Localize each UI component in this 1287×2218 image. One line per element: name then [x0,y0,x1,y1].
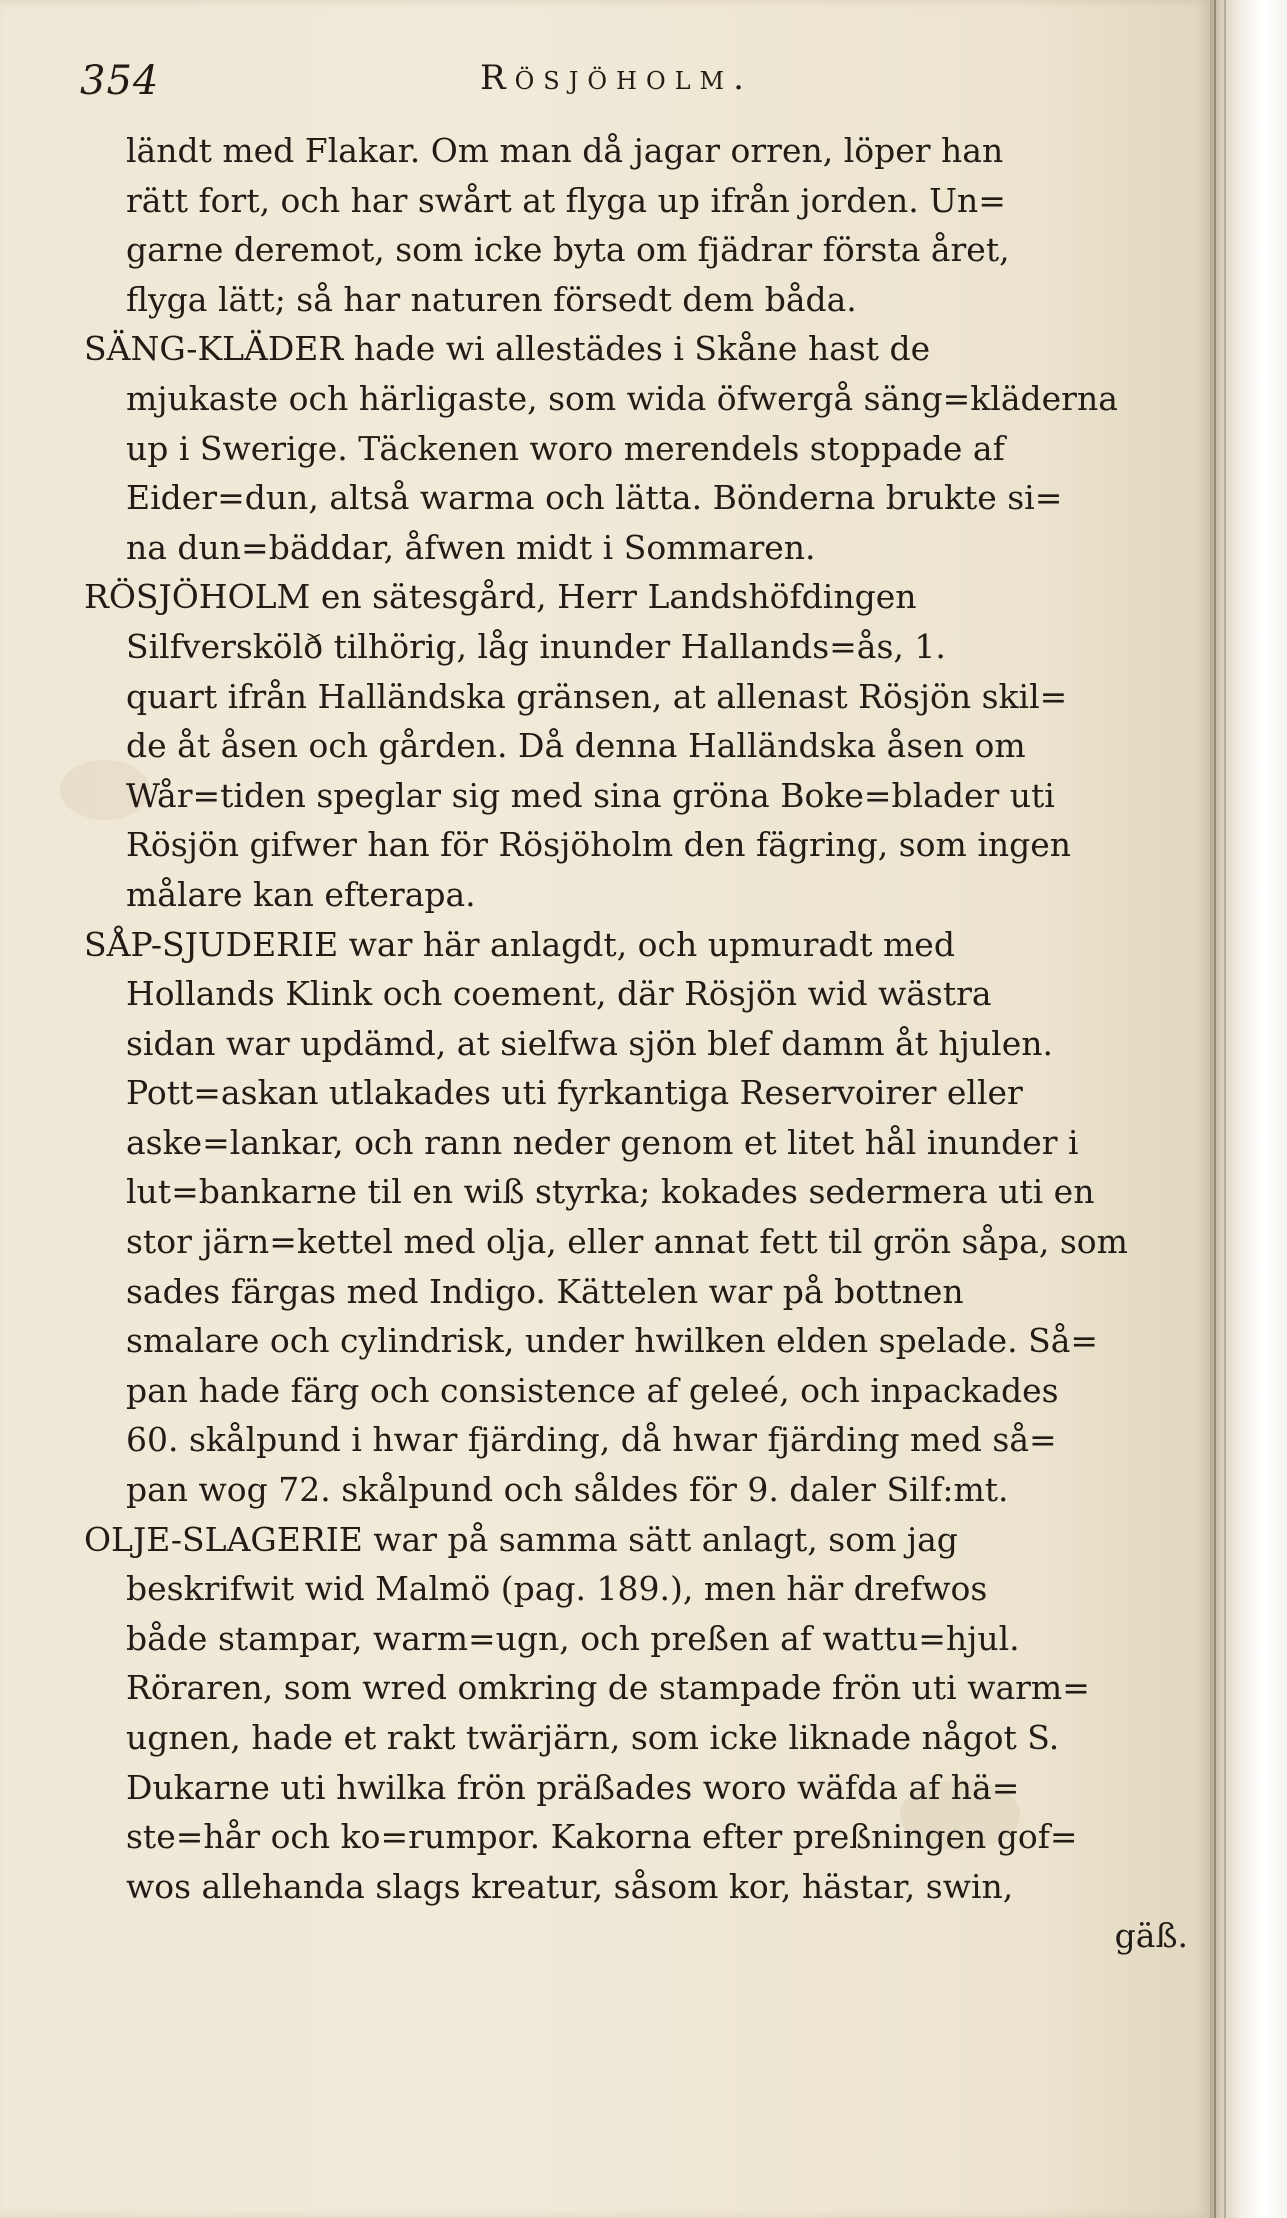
catchword: gäß. [1114,1916,1188,1956]
text-line: OLJE-SLAGERIE war på samma sätt anlagt, som jag [84,1519,958,1559]
text-line: Pott=askan utlakades uti fyrkantiga Reservoirer eller [126,1073,1023,1113]
text-line: rätt fort, och har swårt at flyga up ifrån jorden. Un= [126,180,1006,220]
text-line: pan hade färg och consistence af geleé, och inpackades [126,1370,1059,1410]
text-line: Rösjön gifwer han för Rösjöholm den fägring, som ingen [126,825,1072,865]
page-body [84,126,1202,1961]
text-line: Silfverskölð tilhörig, låg inunder Hallands=ås, 1. [126,626,946,666]
text-line: Eider=dun, altså warma och lätta. Bönderna brukte si= [126,478,1063,518]
text-line: aske=lankar, och rann neder genom et litet hål inunder i [126,1122,1079,1162]
text-line: beskrifwit wid Malmö (pag. 189.), men här drefwos [126,1569,988,1609]
running-title: Rösjöholm. [480,58,753,98]
page-edge-line [1214,0,1216,2218]
text-line: pan wog 72. skålpund och såldes för 9. daler Silf:mt. [126,1470,1009,1510]
text-line: Hollands Klink och coement, där Rösjön wid wästra [126,974,992,1014]
text-line: Röraren, som wred omkring de stampade frön uti warm= [126,1668,1090,1708]
text-line: SÅP-SJUDERIE war här anlagdt, och upmuradt med [84,924,955,964]
text-line: mjukaste och härligaste, som wida öfwergå säng=kläderna [126,378,1118,418]
text-line: ländt med Flakar. Om man då jagar orren, löper han [126,131,1004,170]
text-line: sades färgas med Indigo. Kättelen war på bottnen [126,1271,964,1311]
book-spine [1210,0,1287,2218]
page-edge-line [1224,0,1226,2218]
text-line: sidan war updämd, at sielfwa sjön blef damm åt hjulen. [126,1023,1053,1063]
text-line: Dukarne uti hwilka frön präßades woro wäfda af hä= [126,1767,1020,1807]
text-line: up i Swerige. Täckenen woro merendels stoppade af [126,428,1005,468]
text-line: Wår=tiden speglar sig med sina gröna Boke=blader uti [126,775,1055,815]
text-line: både stampar, warm=ugn, och preßen af wattu=hjul. [126,1618,1020,1658]
text-line: garne deremot, som icke byta om fjädrar första året, [126,230,1010,270]
page-number: 354 [80,58,160,104]
text-line: na dun=bäddar, åfwen midt i Sommaren. [126,527,816,567]
text-line: SÄNG-KLÄDER hade wi allestädes i Skåne hast de [84,329,931,369]
text-line: de åt åsen och gården. Då denna Halländska åsen om [126,726,1026,766]
text-line: stor järn=kettel med olja, eller annat fett til grön såpa, som [126,1222,1128,1262]
text-line: smalare och cylindrisk, under hwilken elden spelade. Så= [126,1321,1099,1361]
text-line: wos allehanda slags kreatur, såsom kor, hästar, swin, [126,1866,1014,1906]
text-line: RÖSJÖHOLM en sätesgård, Herr Landshöfdingen [84,577,917,617]
page-header [80,58,1190,108]
text-line: ugnen, hade et rakt twärjärn, som icke liknade något S. [126,1718,1060,1757]
text-line: lut=bankarne til en wiß styrka; kokades sedermera uti en [126,1172,1095,1212]
text-line: 60. skålpund i hwar fjärding, då hwar fjärding med så= [126,1420,1057,1460]
text-line: quart ifrån Halländska gränsen, at allenast Rösjön skil= [126,676,1068,716]
text-line: ste=hår och ko=rumpor. Kakorna efter preßningen gof= [126,1817,1078,1857]
text-line: målare kan efterapa. [126,874,476,914]
text-line: flyga lätt; så har naturen försedt dem båda. [126,279,857,319]
